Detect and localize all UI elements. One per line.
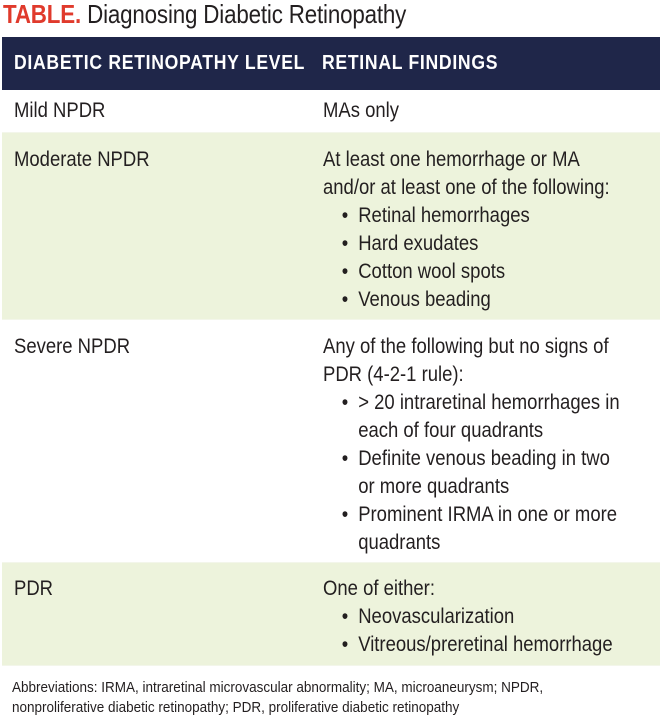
list-item-text: Prominent IRMA in one or more	[358, 503, 618, 526]
list-item	[323, 445, 620, 501]
row-level: Moderate NPDR	[14, 148, 150, 171]
findings-text: At least one hemorrhage or MA	[323, 148, 580, 171]
bullet-icon: •	[341, 447, 349, 470]
list-item	[323, 631, 613, 659]
list-item	[323, 230, 610, 258]
list-item	[323, 258, 610, 286]
list-item-text: > 20 intraretinal hemorrhages in	[358, 391, 620, 414]
findings-text: Any of the following but no signs of	[323, 335, 609, 358]
list-item-text: or more quadrants	[358, 475, 510, 498]
retinopathy-table	[2, 37, 660, 666]
row-findings	[323, 575, 613, 659]
table-header	[2, 37, 660, 90]
title-lead: TABLE.	[3, 0, 82, 29]
row-findings	[323, 146, 610, 314]
footnote-line: nonproliferative diabetic retinopathy; PDR, proliferative diabetic retinopathy	[12, 699, 460, 716]
abbreviations-footnote	[12, 678, 543, 718]
table-row	[2, 90, 660, 133]
row-findings	[323, 97, 399, 125]
list-item-text: Vitreous/preretinal hemorrhage	[358, 633, 613, 656]
bullet-icon: •	[341, 605, 349, 628]
bullet-icon: •	[341, 288, 349, 311]
bullet-icon: •	[341, 232, 349, 255]
bullet-icon: •	[341, 391, 349, 414]
list-item-text: Cotton wool spots	[358, 260, 506, 283]
list-item	[323, 286, 610, 314]
findings-text: MAs only	[323, 99, 399, 122]
findings-text: and/or at least one of the following:	[323, 176, 610, 199]
table-title	[3, 0, 406, 30]
list-item-text: Retinal hemorrhages	[358, 204, 530, 227]
bullet-icon: •	[341, 633, 349, 656]
table-row	[2, 133, 660, 320]
header-findings: RETINAL FINDINGS	[322, 52, 499, 74]
findings-text: PDR (4-2-1 rule):	[323, 363, 464, 386]
list-item	[323, 202, 610, 230]
table-row	[2, 563, 660, 666]
list-item-text: each of four quadrants	[358, 419, 544, 442]
bullet-icon: •	[341, 204, 349, 227]
title-text: Diagnosing Diabetic Retinopathy	[87, 0, 407, 29]
bullet-icon: •	[341, 260, 349, 283]
list-item-text: Definite venous beading in two	[358, 447, 610, 470]
list-item	[323, 501, 620, 557]
list-item	[323, 603, 613, 631]
row-level: Severe NPDR	[14, 335, 131, 358]
findings-text: One of either:	[323, 577, 435, 600]
row-level: PDR	[14, 577, 54, 600]
footnote-line: Abbreviations: IRMA, intraretinal microvascular abnormality; MA, microaneurysm; NPDR,	[12, 679, 544, 696]
row-findings	[323, 333, 620, 557]
list-item-text: Venous beading	[358, 288, 491, 311]
row-level: Mild NPDR	[14, 99, 106, 122]
table-row	[2, 320, 660, 563]
list-item-text: Hard exudates	[358, 232, 479, 255]
list-item	[323, 389, 620, 445]
list-item-text: quadrants	[358, 531, 441, 554]
header-level: DIABETIC RETINOPATHY LEVEL	[14, 52, 306, 74]
list-item-text: Neovascularization	[358, 605, 515, 628]
bullet-icon: •	[341, 503, 349, 526]
